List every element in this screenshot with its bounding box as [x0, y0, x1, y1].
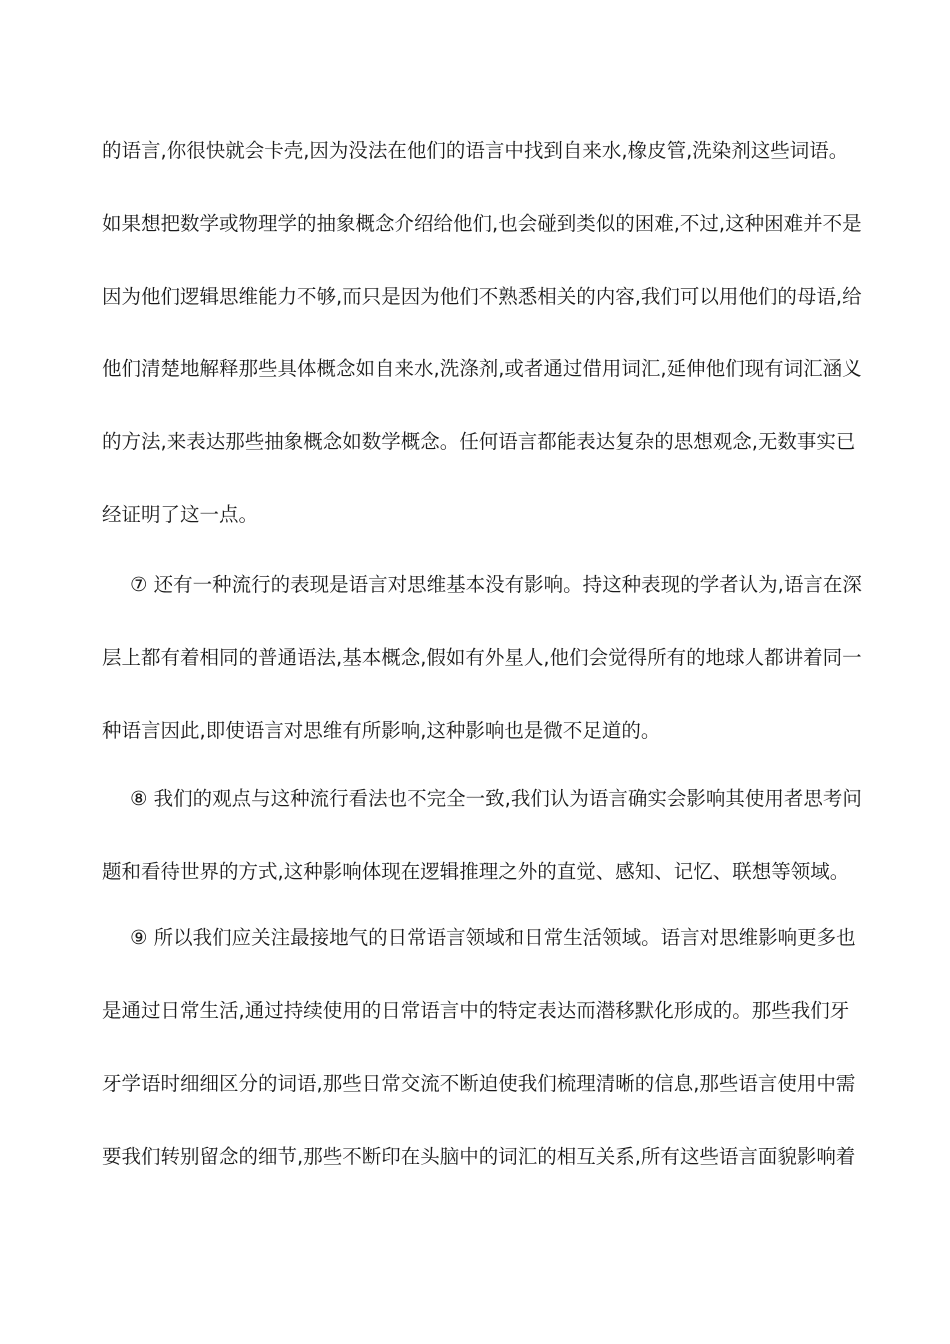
text-line: 题和看待世界的方式,这种影响体现在逻辑推理之外的直觉、感知、记忆、联想等领域。 [102, 860, 850, 883]
text-line: 牙学语时细细区分的词语,那些日常交流不断迫使我们梳理清晰的信息,那些语言使用中需 [102, 1072, 856, 1095]
text-line: 的方法,来表达那些抽象概念如数学概念。任何语言都能表达复杂的思想观念,无数事实已 [102, 430, 856, 453]
paragraph-7-start: ⑦ 还有一种流行的表现是语言对思维基本没有影响。持这种表现的学者认为,语言在深 [130, 573, 862, 596]
text-line: 是通过日常生活,通过持续使用的日常语言中的特定表达而潜移默化形成的。那些我们牙 [102, 999, 850, 1022]
text-line: 要我们转别留念的细节,那些不断印在头脑中的词汇的相互关系,所有这些语言面貌影响着 [102, 1145, 856, 1168]
paragraph-9-start: ⑨ 所以我们应关注最接地气的日常语言领域和日常生活领域。语言对思维影响更多也 [130, 926, 856, 949]
paragraph-8-start: ⑧ 我们的观点与这种流行看法也不完全一致,我们认为语言确实会影响其使用者思考问 [130, 787, 862, 810]
text-line: 种语言因此,即使语言对思维有所影响,这种影响也是微不足道的。 [102, 719, 661, 742]
text-line: 的语言,你很快就会卡壳,因为没法在他们的语言中找到自来水,橡皮管,洗染剂这些词语。 [102, 139, 849, 162]
text-line: 如果想把数学或物理学的抽象概念介绍给他们,也会碰到类似的困难,不过,这种困难并不是 [102, 212, 862, 235]
text-line: 经证明了这一点。 [102, 503, 259, 526]
text-line: 因为他们逻辑思维能力不够,而只是因为他们不熟悉相关的内容,我们可以用他们的母语,给 [102, 285, 862, 308]
text-line: 层上都有着相同的普通语法,基本概念,假如有外星人,他们会觉得所有的地球人都讲着同一 [102, 646, 862, 669]
text-line: 他们清楚地解释那些具体概念如自来水,洗涤剂,或者通过借用词汇,延伸他们现有词汇涵义 [102, 357, 862, 380]
